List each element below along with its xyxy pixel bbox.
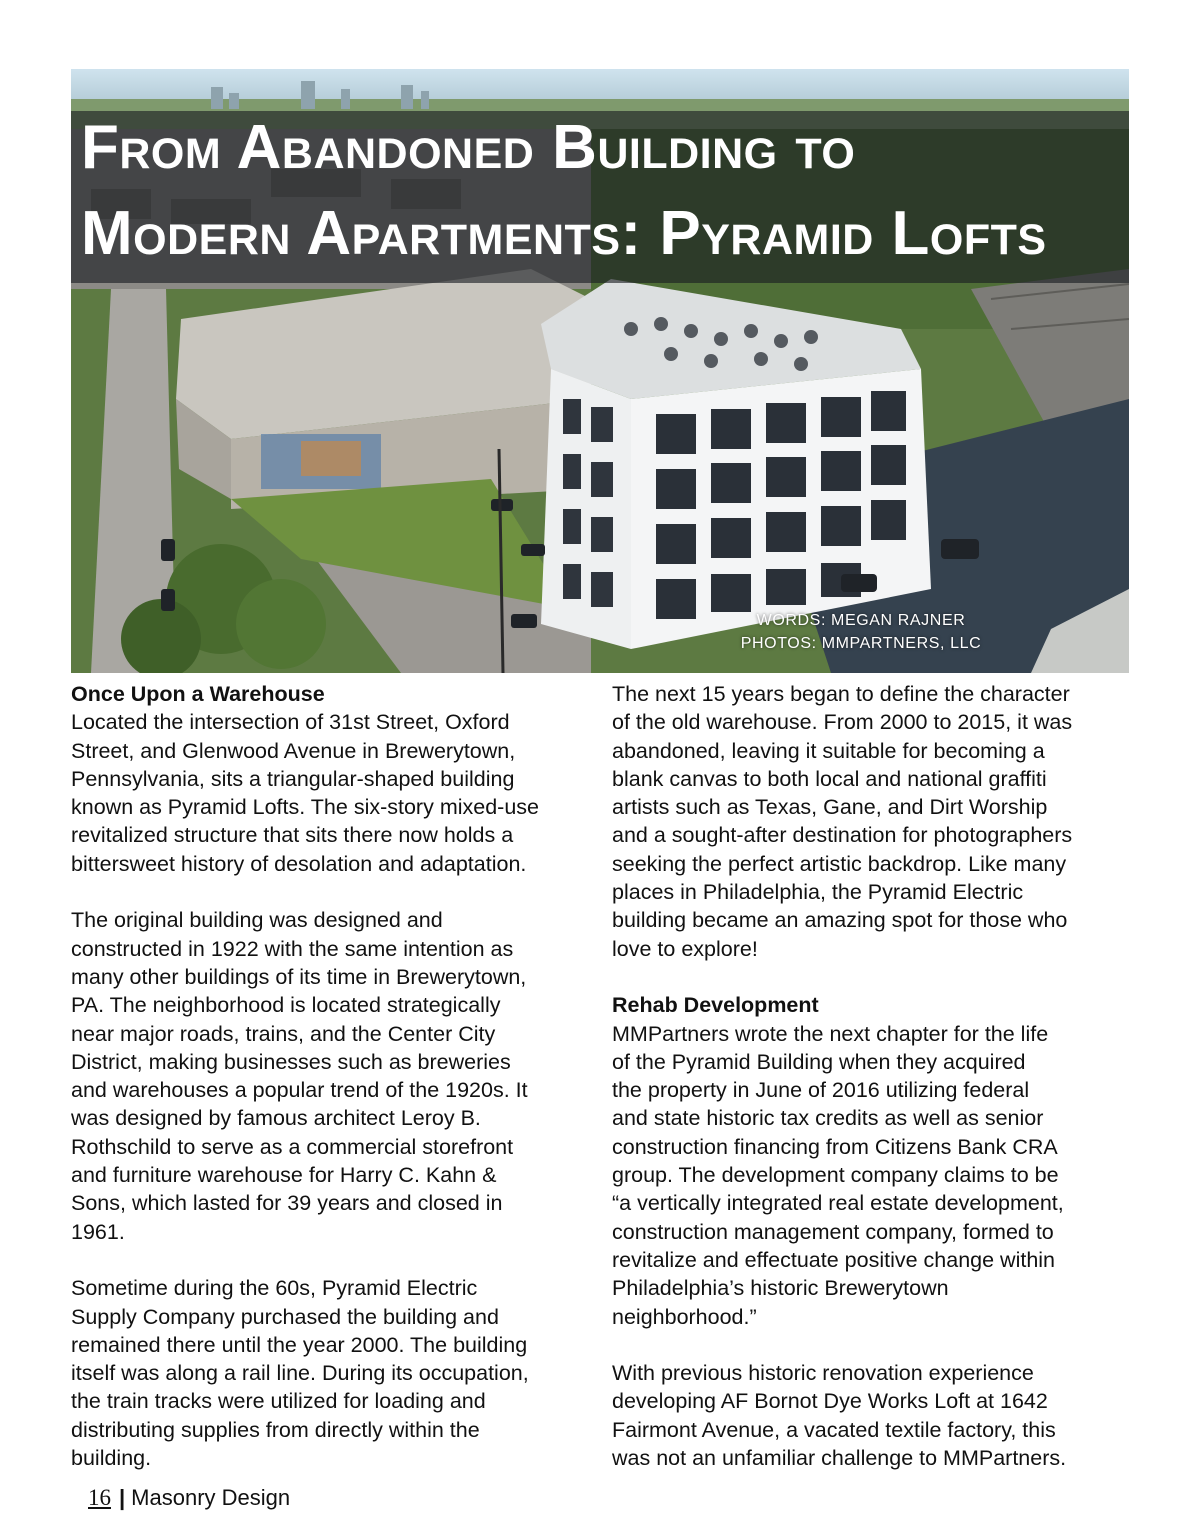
right-column xyxy=(612,680,1132,1472)
text-line: revitalize and effectuate positive change within xyxy=(612,1247,1056,1272)
text-line: and furniture warehouse for Harry C. Kahn & xyxy=(71,1163,497,1188)
text-line: many other buildings of its time in Brewerytown, xyxy=(71,964,527,989)
text-line: With previous historic renovation experience xyxy=(612,1361,1034,1386)
text-line: love to explore! xyxy=(612,936,758,961)
text-line: The original building was designed and xyxy=(71,908,443,933)
text-line: places in Philadelphia, the Pyramid Electric xyxy=(612,880,1024,905)
article-title xyxy=(81,105,1121,277)
text-line: 1961. xyxy=(71,1219,125,1244)
paragraph-gap xyxy=(612,963,1132,991)
text-line: was designed by famous architect Leroy B. xyxy=(71,1106,481,1131)
section-heading-warehouse: Once Upon a Warehouse xyxy=(71,682,325,706)
section-heading-rehab: Rehab Development xyxy=(612,993,819,1018)
text-line: Street, and Glenwood Avenue in Brewerytown, xyxy=(71,738,516,763)
text-line: Supply Company purchased the building and xyxy=(71,1304,499,1329)
publication-name: Masonry Design xyxy=(131,1485,291,1510)
text-line: Located the intersection of 31st Street, Oxford xyxy=(71,710,510,735)
text-line: Sons, which lasted for 39 years and closed in xyxy=(71,1191,503,1216)
text-line: construction management company, formed to xyxy=(612,1219,1054,1244)
page-footer xyxy=(88,1484,290,1512)
paragraph-pyramid-electric xyxy=(71,1274,591,1472)
paragraph-location xyxy=(71,708,591,878)
credit-words: WORDS: MEGAN RAJNER xyxy=(756,612,966,629)
text-line: building. xyxy=(71,1446,152,1471)
text-line: Philadelphia’s historic Brewerytown xyxy=(612,1276,949,1301)
text-line: Fairmont Avenue, a vacated textile factory, this xyxy=(612,1417,1056,1442)
paragraph-gap xyxy=(612,1331,1132,1359)
text-line: group. The development company claims to be xyxy=(612,1163,1059,1188)
text-line: constructed in 1922 with the same intention as xyxy=(71,936,514,961)
text-line: and warehouses a popular trend of the 1920s. It xyxy=(71,1078,528,1103)
text-line: blank canvas to both local and national graffiti xyxy=(612,766,1047,791)
paragraph-abandonment xyxy=(612,680,1132,963)
text-line: bittersweet history of desolation and adaptation. xyxy=(71,851,527,876)
text-line: MMPartners wrote the next chapter for the life xyxy=(612,1021,1049,1046)
title-line-2: Modern Apartments: Pyramid Lofts xyxy=(81,199,1047,268)
text-line: artists such as Texas, Gane, and Dirt Worship xyxy=(612,795,1048,820)
text-line: building became an amazing spot for those who xyxy=(612,908,1068,933)
text-line: of the old warehouse. From 2000 to 2015, it was xyxy=(612,710,1073,735)
text-line: of the Pyramid Building when they acquired xyxy=(612,1049,1026,1074)
text-line: neighborhood.” xyxy=(612,1304,757,1329)
text-line: Rothschild to serve as a commercial storefront xyxy=(71,1134,514,1159)
hero-photo xyxy=(71,69,1129,673)
photo-credits xyxy=(671,609,1051,655)
text-line: distributing supplies from directly within the xyxy=(71,1417,480,1442)
text-line: PA. The neighborhood is located strategically xyxy=(71,993,501,1018)
text-line: District, making businesses such as breweries xyxy=(71,1049,511,1074)
text-line: remained there until the year 2000. The building xyxy=(71,1332,528,1357)
text-line: developing AF Bornot Dye Works Loft at 1642 xyxy=(612,1389,1048,1414)
text-line: abandoned, leaving it suitable for becoming a xyxy=(612,738,1045,763)
text-line: Pennsylvania, sits a triangular-shaped building xyxy=(71,766,515,791)
text-line: revitalized structure that sits there now holds a xyxy=(71,823,514,848)
left-column xyxy=(71,680,591,1472)
text-line: and a sought-after destination for photographers xyxy=(612,823,1073,848)
text-line: Sometime during the 60s, Pyramid Electric xyxy=(71,1276,478,1301)
paragraph-renovation-experience xyxy=(612,1359,1132,1472)
text-line: known as Pyramid Lofts. The six-story mixed-use xyxy=(71,795,539,820)
text-line: near major roads, trains, and the Center City xyxy=(71,1021,496,1046)
text-line: itself was along a rail line. During its occupation, xyxy=(71,1361,529,1386)
footer-separator: | xyxy=(119,1485,126,1510)
text-line: and state historic tax credits as well as senior xyxy=(612,1106,1044,1131)
text-line: “a vertically integrated real estate development, xyxy=(612,1191,1064,1216)
text-line: the property in June of 2016 utilizing federal xyxy=(612,1078,1030,1103)
paragraph-original-building xyxy=(71,906,591,1246)
text-line: The next 15 years began to define the character xyxy=(612,682,1070,706)
text-line: the train tracks were utilized for loading and xyxy=(71,1389,486,1414)
text-line: seeking the perfect artistic backdrop. Like many xyxy=(612,851,1067,876)
text-line: construction financing from Citizens Bank CRA xyxy=(612,1134,1058,1159)
paragraph-gap xyxy=(71,1246,591,1274)
paragraph-gap xyxy=(71,878,591,906)
title-line-1: From Abandoned Building to xyxy=(81,113,856,182)
paragraph-mmpartners xyxy=(612,1020,1132,1331)
credit-photos: PHOTOS: MMPARTNERS, LLC xyxy=(740,635,982,652)
text-line: was not an unfamiliar challenge to MMPartners. xyxy=(612,1446,1067,1471)
page-number: 16 xyxy=(88,1485,111,1510)
